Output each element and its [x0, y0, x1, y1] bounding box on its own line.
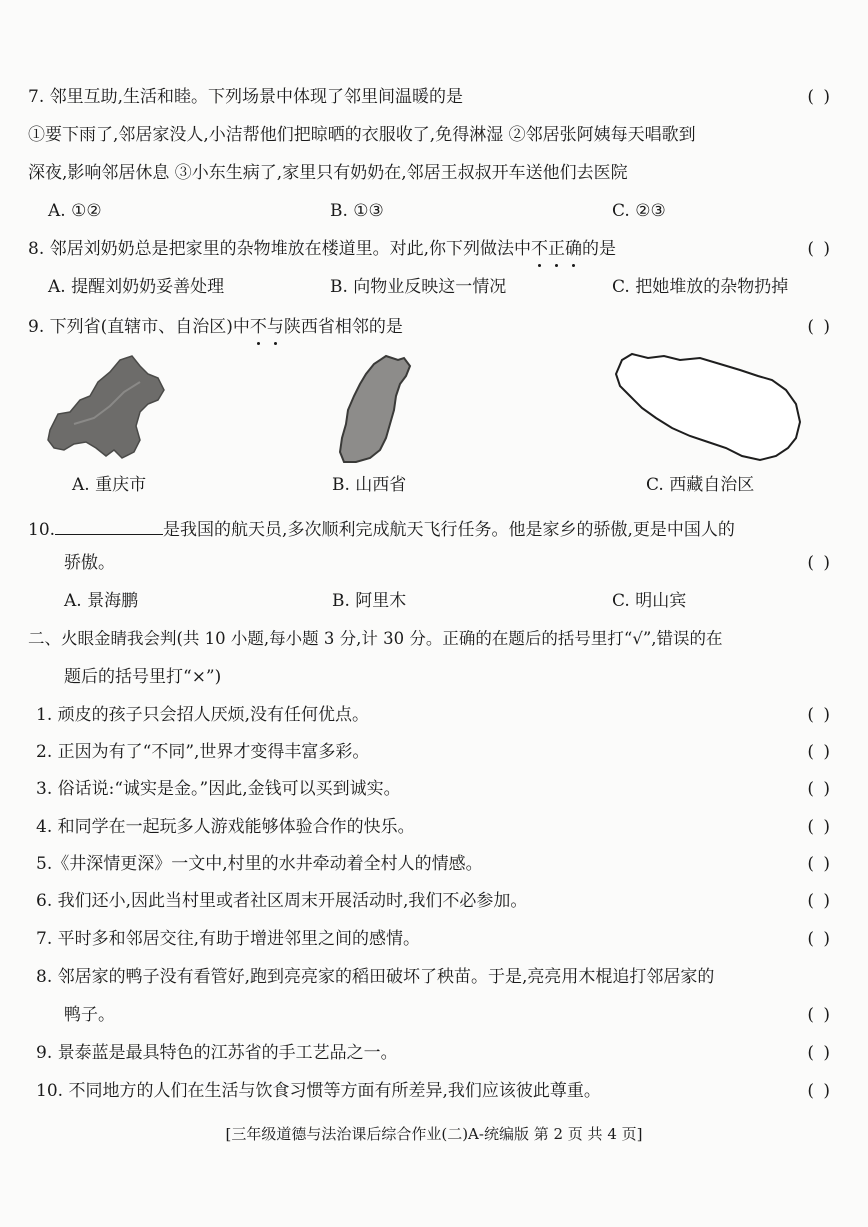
- judge-item-9: 9. 景泰蓝是最具特色的江苏省的手工艺品之一。: [36, 1043, 398, 1063]
- q10-blank[interactable]: [55, 516, 163, 535]
- shanxi-map-image[interactable]: [334, 352, 416, 468]
- q7-answer-paren[interactable]: ( ): [807, 87, 832, 107]
- q8-option-a[interactable]: A. 提醒刘奶奶妥善处理: [48, 277, 225, 297]
- judge-item-8: 8. 邻居家的鸭子没有看管好,跑到亮亮家的稻田破坏了秧苗。于是,亮亮用木棍追打邻居家的: [36, 967, 715, 987]
- q10-answer-paren[interactable]: ( ): [807, 553, 832, 573]
- judge-1-paren[interactable]: ( ): [807, 705, 832, 725]
- q7-option-a[interactable]: A. ①②: [48, 201, 102, 221]
- judge-6-paren[interactable]: ( ): [807, 891, 832, 911]
- judge-item-6: 6. 我们还小,因此当村里或者社区周末开展活动时,我们不必参加。: [36, 891, 528, 911]
- judge-item-2: 2. 正因为有了“不同”,世界才变得丰富多彩。: [36, 742, 370, 762]
- chongqing-map-image[interactable]: [44, 352, 170, 464]
- q8-option-c[interactable]: C. 把她堆放的杂物扔掉: [612, 277, 789, 297]
- section2-heading: 二、火眼金睛我会判(共 10 小题,每小题 3 分,计 30 分。正确的在题后的括号里打“√”,错误的在: [28, 629, 723, 648]
- q9-answer-paren[interactable]: ( ): [807, 317, 832, 337]
- judge-3-paren[interactable]: ( ): [807, 779, 832, 799]
- q7-option-b[interactable]: B. ①③: [330, 201, 384, 221]
- judge-4-paren[interactable]: ( ): [807, 817, 832, 837]
- judge-item-7: 7. 平时多和邻居交往,有助于增进邻里之间的感情。: [36, 929, 421, 949]
- q7-stem: 7. 邻里互助,生活和睦。下列场景中体现了邻里间温暖的是: [28, 87, 464, 107]
- page-footer: [三年级道德与法治课后综合作业(二)A-统编版 第 2 页 共 4 页]: [225, 1125, 643, 1143]
- q9-option-a[interactable]: A. 重庆市: [72, 475, 147, 495]
- judge-item-5: 5.《井深情更深》一文中,村里的水井牵动着全村人的情感。: [36, 854, 483, 874]
- judge-item-3: 3. 俗话说:“诚实是金。”因此,金钱可以买到诚实。: [36, 779, 401, 799]
- q10-option-c[interactable]: C. 明山宾: [612, 591, 687, 611]
- judge-10-paren[interactable]: ( ): [807, 1081, 832, 1101]
- q10-option-b[interactable]: B. 阿里木: [332, 591, 407, 611]
- q7-line2: ①要下雨了,邻居家没人,小洁帮他们把晾晒的衣服收了,免得淋湿 ②邻居张阿姨每天唱歌到: [28, 125, 696, 145]
- q10-stem: 10. 是我国的航天员,多次顺利完成航天飞行任务。他是家乡的骄傲,更是中国人的: [28, 516, 735, 541]
- judge-item-8-cont: 鸭子。: [64, 1005, 115, 1025]
- q8-option-b[interactable]: B. 向物业反映这一情况: [330, 277, 507, 297]
- judge-item-1: 1. 顽皮的孩子只会招人厌烦,没有任何优点。: [36, 705, 370, 725]
- q8-stem: 8. 邻居刘奶奶总是把家里的杂物堆放在楼道里。对此,你下列做法中不正确的是: [28, 239, 617, 259]
- judge-8-paren[interactable]: ( ): [807, 1005, 832, 1025]
- judge-item-4: 4. 和同学在一起玩多人游戏能够体验合作的快乐。: [36, 817, 415, 837]
- q7-line3: 深夜,影响邻居休息 ③小东生病了,家里只有奶奶在,邻居王叔叔开车送他们去医院: [28, 163, 628, 183]
- q9-option-c[interactable]: C. 西藏自治区: [646, 475, 755, 495]
- q8-answer-paren[interactable]: ( ): [807, 239, 832, 259]
- judge-2-paren[interactable]: ( ): [807, 742, 832, 762]
- q10-line2: 骄傲。: [64, 553, 115, 573]
- q9-stem: 9. 下列省(直辖市、自治区)中不与陕西省相邻的是: [28, 317, 403, 337]
- q9-option-b[interactable]: B. 山西省: [332, 475, 407, 495]
- judge-9-paren[interactable]: ( ): [807, 1043, 832, 1063]
- judge-7-paren[interactable]: ( ): [807, 929, 832, 949]
- tibet-map-image[interactable]: [608, 350, 804, 466]
- judge-item-10: 10. 不同地方的人们在生活与饮食习惯等方面有所差异,我们应该彼此尊重。: [36, 1081, 601, 1101]
- judge-5-paren[interactable]: ( ): [807, 854, 832, 874]
- q7-option-c[interactable]: C. ②③: [612, 201, 666, 221]
- q10-option-a[interactable]: A. 景海鹏: [64, 591, 139, 611]
- section2-heading-cont: 题后的括号里打“×”): [64, 667, 222, 687]
